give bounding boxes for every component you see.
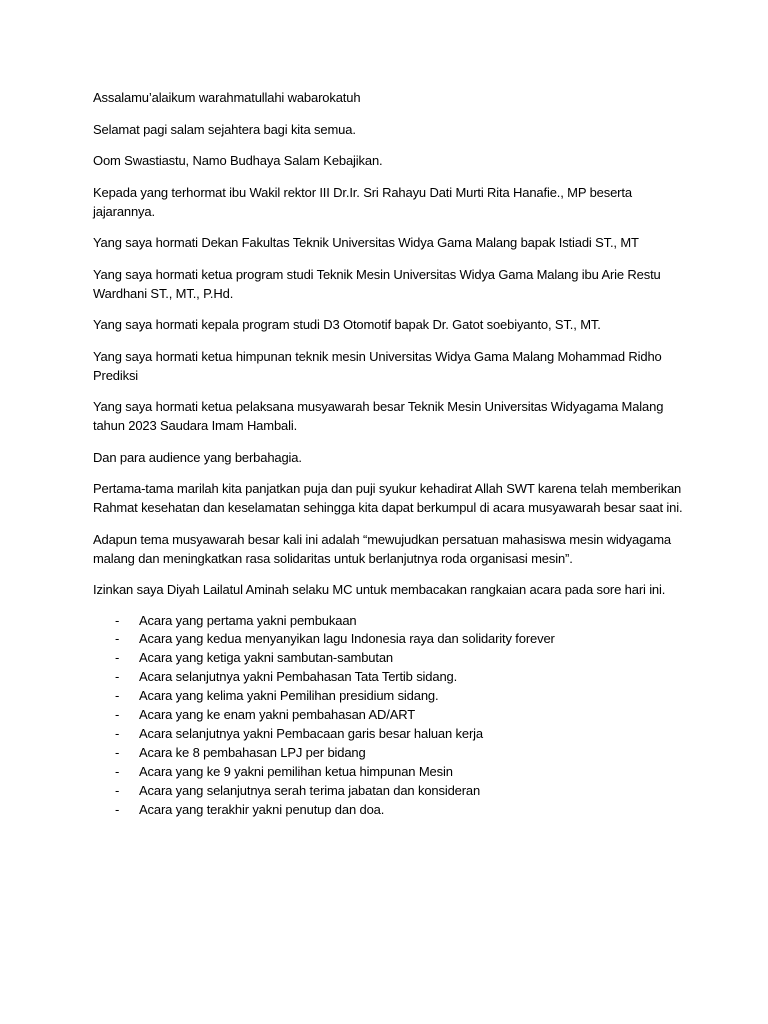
- agenda-item-text: Acara yang kelima yakni Pemilihan presidium sidang.: [139, 688, 439, 704]
- agenda-item-text: Acara yang selanjutnya serah terima jabatan dan konsideran: [139, 782, 481, 798]
- bullet-dash: -: [115, 744, 120, 760]
- agenda-list: [93, 612, 683, 820]
- paragraph: Yang saya hormati kepala program studi D3 Otomotif bapak Dr. Gatot soebiyanto, ST., MT.: [93, 317, 601, 332]
- bullet-dash: -: [115, 782, 120, 798]
- agenda-item: [93, 649, 683, 668]
- agenda-item: [93, 763, 683, 782]
- document-body: [93, 88, 683, 819]
- agenda-item-text: Acara yang ke enam yakni pembahasan AD/ART: [139, 707, 416, 723]
- agenda-item: [93, 630, 683, 649]
- bullet-dash: -: [115, 650, 120, 666]
- agenda-item-text: Acara yang terakhir yakni penutup dan doa.: [139, 801, 385, 817]
- bullet-dash: -: [115, 669, 120, 685]
- bullet-dash: -: [115, 631, 120, 647]
- agenda-item: [93, 612, 683, 631]
- agenda-item-text: Acara yang pertama yakni pembukaan: [139, 612, 357, 628]
- agenda-item: [93, 744, 683, 763]
- agenda-item: [93, 725, 683, 744]
- agenda-item-text: Acara yang ketiga yakni sambutan-sambutan: [139, 650, 393, 666]
- agenda-item: [93, 668, 683, 687]
- agenda-item-text: Acara selanjutnya yakni Pembacaan garis besar haluan kerja: [139, 725, 483, 741]
- agenda-item: [93, 801, 683, 820]
- paragraph: Yang saya hormati ketua program studi Teknik Mesin Universitas Widya Gama Malang ibu Arie Restu Wardhani ST., MT., P.Hd.: [93, 266, 661, 301]
- paragraph: Yang saya hormati ketua himpunan teknik mesin Universitas Widya Gama Malang Mohammad Ridho Prediksi: [93, 348, 662, 383]
- bullet-dash: -: [115, 612, 120, 628]
- paragraph: Kepada yang terhormat ibu Wakil rektor III Dr.Ir. Sri Rahayu Dati Murti Rita Hanafie., MP beserta jajarannya.: [93, 184, 632, 219]
- paragraph: Assalamu’alaikum warahmatullahi wabarokatuh: [93, 90, 361, 105]
- paragraph: Pertama-tama marilah kita panjatkan puja dan puji syukur kehadirat Allah SWT karena telah memberikan Rahmat kesehatan dan keselamatan sehingga kita dapat berkumpul di acara musyawarah besar saat ini.: [93, 481, 683, 515]
- bullet-dash: -: [115, 688, 120, 704]
- agenda-item: [93, 687, 683, 706]
- agenda-item: [93, 706, 683, 725]
- agenda-item-text: Acara yang kedua menyanyikan lagu Indonesia raya dan solidarity forever: [139, 631, 555, 647]
- agenda-item-text: Acara yang ke 9 yakni pemilihan ketua himpunan Mesin: [139, 763, 453, 779]
- paragraph: Selamat pagi salam sejahtera bagi kita semua.: [93, 121, 356, 137]
- paragraph: Yang saya hormati ketua pelaksana musyawarah besar Teknik Mesin Universitas Widyagama Malang tahun 2023 Saudara Imam Hambali.: [93, 399, 664, 433]
- bullet-dash: -: [115, 763, 120, 779]
- paragraph: Dan para audience yang berbahagia.: [93, 449, 302, 465]
- paragraph: Izinkan saya Diyah Lailatul Aminah selaku MC untuk membacakan rangkaian acara pada sore hari ini.: [93, 582, 666, 597]
- agenda-item-text: Acara ke 8 pembahasan LPJ per bidang: [139, 744, 366, 760]
- paragraph-group: [93, 88, 683, 599]
- agenda-item-text: Acara selanjutnya yakni Pembahasan Tata Tertib sidang.: [139, 669, 458, 685]
- paragraph: Yang saya hormati Dekan Fakultas Teknik Universitas Widya Gama Malang bapak Istiadi ST., MT: [93, 235, 639, 250]
- paragraph: Oom Swastiastu, Namo Budhaya Salam Kebajikan.: [93, 153, 383, 168]
- bullet-dash: -: [115, 801, 120, 817]
- paragraph: Adapun tema musyawarah besar kali ini adalah “mewujudkan persatuan mahasiswa mesin widyagama malang dan meningkatkan rasa solidaritas untuk berlanjutnya roda organisasi mesin”.: [93, 531, 672, 566]
- agenda-item: [93, 782, 683, 801]
- bullet-dash: -: [115, 707, 120, 723]
- bullet-dash: -: [115, 725, 120, 741]
